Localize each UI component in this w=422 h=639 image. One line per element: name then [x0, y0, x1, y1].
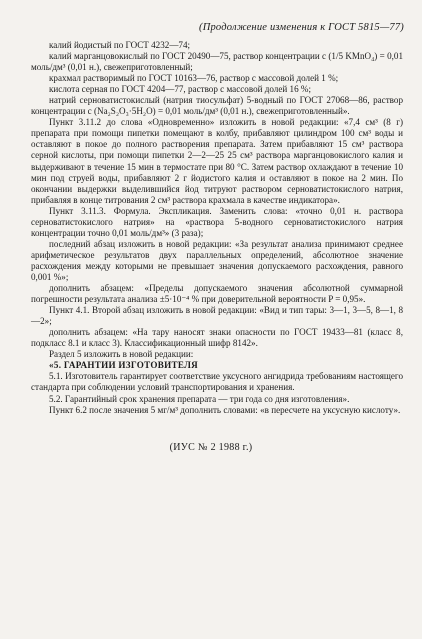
section-heading: «5. ГАРАНТИИ ИЗГОТОВИТЕЛЯ	[49, 360, 199, 371]
publication-note: (ИУС № 2 1988 г.)	[169, 442, 253, 453]
paragraph: кислота серная по ГОСТ 4204—77, раствор с массовой долей 16 %;	[49, 84, 311, 95]
paragraph: Раздел 5 изложить в новой редакции:	[49, 349, 194, 360]
paragraph: Пункт 3.11.2 до слова «Одновременно» изложить в новой редакции: «7,4 см³ (8 г) препарата при помощи пипетки помещают в колбу, прибавляют цилиндром 100 см³ воды и оставляют в покое до полного растворения препарата. Затем прибавляют 15 см³ раствора серной кислоты, при помощи пипетки 2—2—25 25 см³ раствора марганцовокислого калия и выдерживают в течение 15 мин в термостате при 80 °С. Затем раствор охлаждают в течение 10 мин под струей воды, прибавляют 2 г йодистого калия и оставляют в покое на 2 мин. По окончании выдержки выделившийся йод титруют раствором серноватистокислого натрия, прибавляя в конце титрования 2 см³ раствора крахмала в качестве индикатора».	[31, 117, 403, 205]
paragraph: крахмал растворимый по ГОСТ 10163—76, раствор с массовой долей 1 %;	[49, 73, 339, 84]
paragraph: дополнить абзацем: «На тару наносят знаки опасности по ГОСТ 19433—81 (класс 8, подкласс 8.1 и класс 3). Классификационный шифр 8142».	[31, 327, 403, 349]
paragraph: дополнить абзацем: «Пределы допускаемого значения абсолютной суммарной погрешности результата анализа ±5·10⁻⁴ % при доверительной вероятности P = 0,95».	[31, 283, 403, 305]
paragraph: натрий серноватистокислый (натрия тиосульфат) 5-водный по ГОСТ 27068—86, раствор концентрации с (Na₂S₂O₃·5H₂O) = 0,01 моль/дм³ (0,01 н.), свежеприготовленный».	[31, 95, 403, 117]
document-body	[31, 40, 403, 416]
paragraph: калий йодистый по ГОСТ 4232—74;	[49, 40, 191, 50]
paragraph: 5.1. Изготовитель гарантирует соответствие уксусного ангидрида требованиям настоящего стандарта при соблюдении условий транспортирования и хранения.	[31, 371, 403, 393]
paragraph: 5.2. Гарантийный срок хранения препарата — три года со дня изготовления».	[49, 393, 350, 404]
paragraph: Пункт 3.11.3. Формула. Экспликация. Заменить слова: «точно 0,01 н. раствора серноватистокислого натрия» на «раствора 5-водного серноватистокислого натрия концентрации точно 0,01 моль/дм³» (3 раза);	[31, 205, 403, 238]
paragraph: последний абзац изложить в новой редакции: «За результат анализа принимают среднее арифметическое результатов двух параллельных определений, абсолютное значение расхождения между которыми не превышает значения допускаемого расхождения, равного 0,001 %»;	[31, 238, 403, 282]
paragraph: Пункт 4.1. Второй абзац изложить в новой редакции: «Вид и тип тары: 3—1, 3—5, 8—1, 8—2»;	[31, 305, 403, 327]
page-header: (Продолжение изменения к ГОСТ 5815—77)	[199, 22, 404, 33]
paragraph: калий марганцовокислый по ГОСТ 20490—75, раствор концентрации с (1/5 KMnO₄) = 0,01 моль/дм³ (0,01 н.), свежеприготовленный;	[31, 51, 403, 73]
paragraph: Пункт 6.2 после значения 5 мг/м³ дополнить словами: «в пересчете на уксусную кислоту».	[49, 404, 401, 415]
